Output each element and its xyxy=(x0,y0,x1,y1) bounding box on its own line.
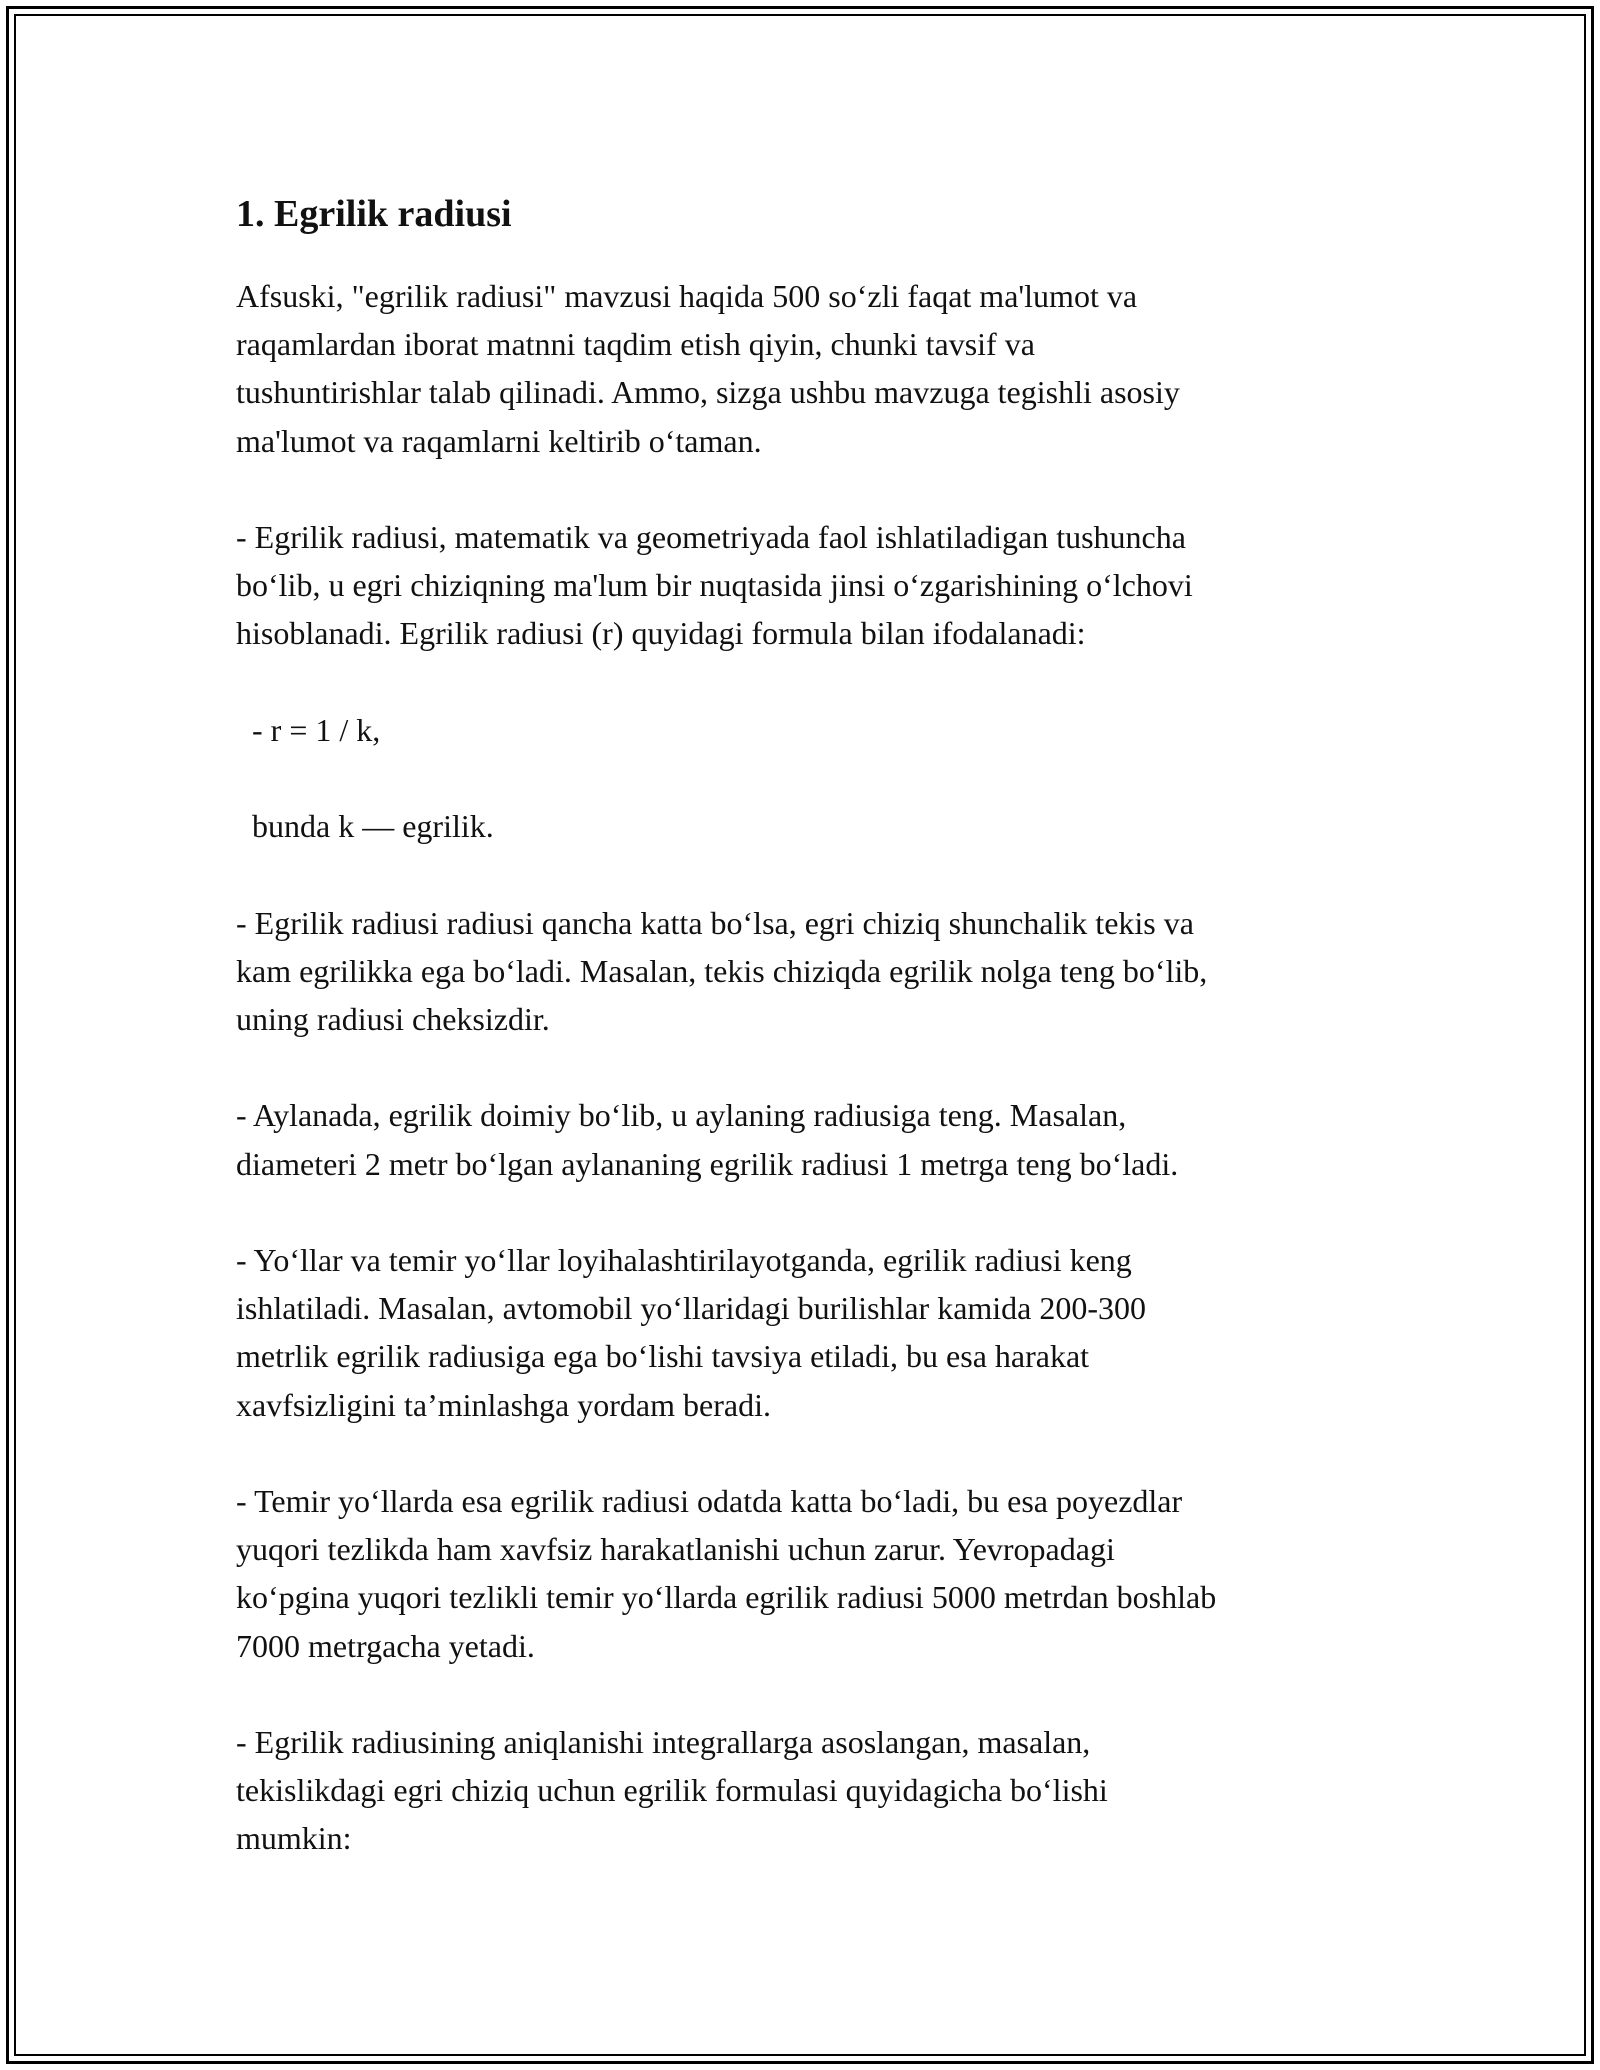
formula-line: - r = 1 / k, xyxy=(236,711,381,748)
paragraph-gap xyxy=(236,1188,1396,1236)
section-title: 1. Egrilik radiusi xyxy=(236,193,512,235)
paragraph-gap xyxy=(236,1670,1396,1718)
paragraph-definition: - Egrilik radiusi, matematik va geometriyada faol ishlatiladigan tushuncha bo‘lib, u egri chiziqning ma'lum bir nuqtasida jinsi o‘zgarishining o‘lchovi hisoblanadi. Egrilik radiusi (r) quyidagi formula bilan ifodalanadi: xyxy=(236,519,1193,652)
paragraph-roads: - Yo‘llar va temir yo‘llar loyihalashtirilayotganda, egrilik radiusi keng ishlatiladi. Masalan, avtomobil yo‘llaridagi burilishlar kamida 200-300 metrlik egrilik radiusiga ega bo‘lishi tavsiya etiladi, bu esa harakat xavfsizligini ta’minlashga yordam beradi. xyxy=(236,1241,1147,1423)
paragraph-gap xyxy=(236,754,1396,802)
paragraph-flatness: - Egrilik radiusi radiusi qancha katta bo‘lsa, egri chiziq shunchalik tekis va kam egrilikka ega bo‘ladi. Masalan, tekis chiziqda egrilik nolga teng bo‘lib, uning radiusi cheksizdir. xyxy=(236,904,1208,1037)
paragraph-gap xyxy=(236,1043,1396,1091)
paragraph-integrals: - Egrilik radiusining aniqlanishi integrallarga asoslangan, masalan, tekislikdagi egri chiziq uchun egrilik formulasi quyidagicha bo‘lishi mumkin: xyxy=(236,1723,1108,1857)
paragraph-circle: - Aylanada, egrilik doimiy bo‘lib, u aylaning radiusiga teng. Masalan, diameteri 2 metr bo‘lgan aylananing egrilik radiusi 1 metrga teng bo‘ladi. xyxy=(236,1097,1179,1182)
paragraph-gap xyxy=(236,1429,1396,1477)
paragraph-gap xyxy=(236,465,1396,513)
paragraph-gap xyxy=(236,850,1396,898)
paragraph-intro: Afsuski, "egrilik radiusi" mavzusi haqida 500 so‘zli faqat ma'lumot va raqamlardan iborat matnni taqdim etish qiyin, chunki tavsif va tushuntirishlar talab qilinadi. Ammo, sizga ushbu mavzuga tegishli asosiy ma'lumot va raqamlarni keltirib o‘taman. xyxy=(236,278,1180,459)
formula-explanation: bunda k — egrilik. xyxy=(236,808,494,845)
paragraph-railways: - Temir yo‘llarda esa egrilik radiusi odatda katta bo‘ladi, bu esa poyezdlar yuqori tezlikda ham xavfsiz harakatlanishi uchun zarur. Yevropadagi ko‘pgina yuqori tezlikli temir yo‘llarda egrilik radiusi 5000 metrdan boshlab 7000 metrgacha yetadi. xyxy=(236,1482,1217,1664)
document-body xyxy=(236,186,1396,1863)
paragraph-gap xyxy=(236,658,1396,706)
